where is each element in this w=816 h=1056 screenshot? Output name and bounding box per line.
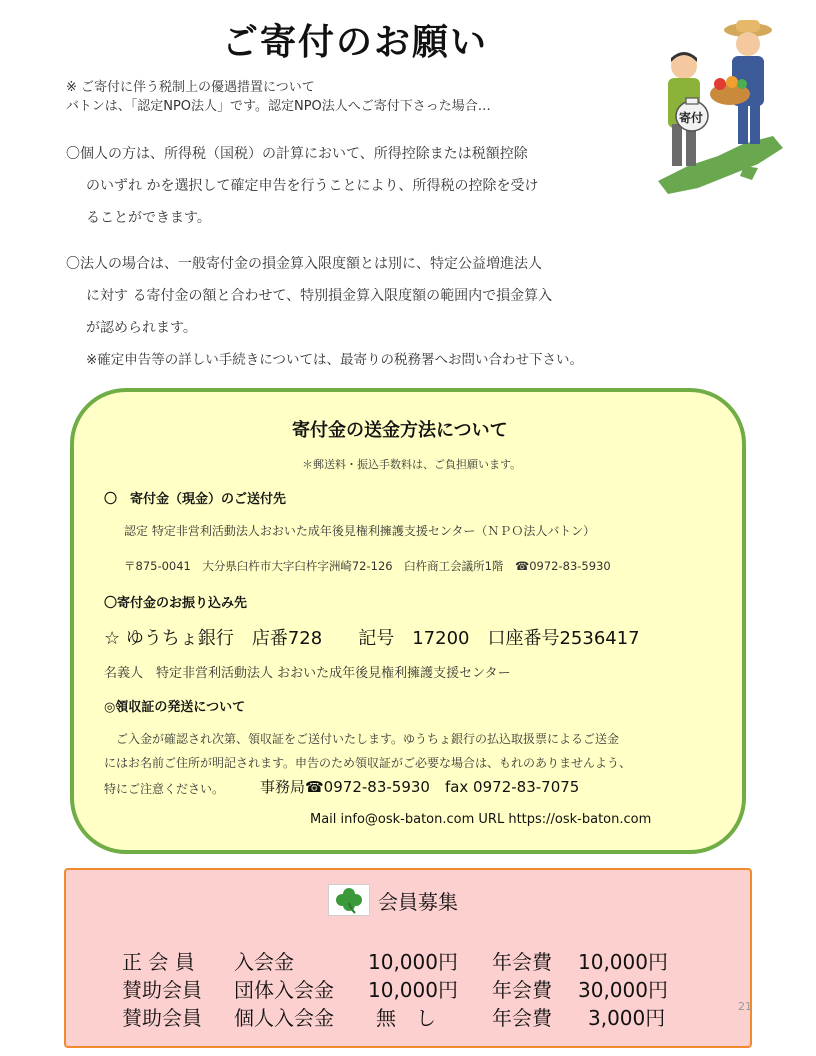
cash-heading: 〇 寄付金（現金）のご送付先 — [104, 492, 287, 507]
office-contact: 事務局☎0972-83-5930 fax 0972-83-7075 — [260, 778, 580, 796]
remittance-box — [70, 388, 746, 854]
member-row-type-0: 正 会 員 — [122, 950, 195, 974]
individual-line3: ることができます。 — [86, 210, 211, 226]
member-row-annual-label-2: 年会費 — [492, 1006, 552, 1030]
fee-note: ＊郵送料・振込手数料は、ご負担願います。 — [302, 458, 522, 471]
page-number: 21 — [738, 1000, 752, 1013]
corporate-section — [66, 248, 552, 344]
receipt-heading: ◎領収証の発送について — [104, 700, 246, 715]
member-row-type-1: 賛助会員 — [122, 978, 202, 1002]
receipt-line2: にはお名前ご住所が明記されます。申告のため領収証がご必要な場合は、もれのありませんよう、 — [104, 756, 632, 770]
corporate-line3: が認められます。 — [86, 320, 197, 336]
corporate-line1: 〇法人の場合は、一般寄付金の損金算入限度額とは別に、特定公益増進法人 — [66, 256, 542, 272]
mail-and-url: Mail info@osk-baton.com URL https://osk-baton.com — [310, 812, 652, 827]
cash-address: 〒875-0041 大分県臼杵市大字臼杵字洲崎72-126 臼杵商工会議所1階 ☎0972-83-5930 — [124, 559, 611, 573]
receipt-line3: 特にご注意ください。 — [104, 782, 225, 796]
membership-box — [64, 868, 752, 1048]
member-row-annual-0: 10,000円 — [578, 950, 668, 974]
donation-illustration — [648, 16, 786, 198]
cash-org: 認定 特定非営利活動法人おおいた成年後見権利擁護支援センター（ＮＰＯ法人バトン） — [124, 524, 596, 538]
remittance-title: 寄付金の送金方法について — [292, 420, 508, 441]
member-row-fee-label-1: 団体入会金 — [234, 978, 334, 1002]
member-row-fee-label-0: 入会金 — [234, 950, 294, 974]
member-row-fee-label-2: 個人入会金 — [234, 1006, 334, 1030]
receipt-line1: ご入金が確認され次第、領収証をご送付いたします。ゆうちょ銀行の払込取扱票によるご送金 — [104, 732, 620, 746]
member-row-annual-label-0: 年会費 — [492, 950, 552, 974]
corporate-line2: に対す る寄付金の額と合わせて、特別損金算入限度額の範囲内で損金算入 — [86, 288, 553, 304]
individual-section — [66, 138, 538, 234]
individual-line2: のいずれ かを選択して確定申告を行うことにより、所得税の控除を受け — [86, 178, 539, 194]
member-row-annual-label-1: 年会費 — [492, 978, 552, 1002]
member-row-annual-1: 30,000円 — [578, 978, 668, 1002]
member-row-fee-0: 10,000円 — [368, 950, 458, 974]
transfer-heading: 〇寄付金のお振り込み先 — [104, 596, 248, 611]
member-row-annual-2: 3,000円 — [588, 1006, 666, 1030]
tax-note-line2: バトンは、「認定NPO法人」です。認定NPO法人へご寄付下さった場合… — [66, 99, 491, 114]
member-row-type-2: 賛助会員 — [122, 1006, 202, 1030]
member-row-fee-1: 10,000円 — [368, 978, 458, 1002]
corporate-line4: ※確定申告等の詳しい手続きについては、最寄りの税務署へお問い合わせ下さい。 — [86, 352, 584, 368]
tax-note-line1: ※ ご寄付に伴う税制上の優遇措置について — [66, 80, 315, 95]
clover-icon — [328, 884, 370, 916]
membership-title: 会員募集 — [378, 890, 458, 914]
account-holder: 名義人 特定非営利活動法人 おおいた成年後見権利擁護支援センター — [104, 666, 511, 681]
individual-line1: 〇個人の方は、所得税（国税）の計算において、所得控除または税額控除 — [66, 146, 528, 162]
donation-badge-text: 寄付 — [679, 111, 704, 125]
member-row-fee-2: 無 し — [376, 1006, 436, 1030]
bank-account-line: ☆ ゆうちょ銀行 店番728 記号 17200 口座番号2536417 — [104, 628, 640, 649]
page-title: ご寄付のお願い — [222, 22, 489, 63]
